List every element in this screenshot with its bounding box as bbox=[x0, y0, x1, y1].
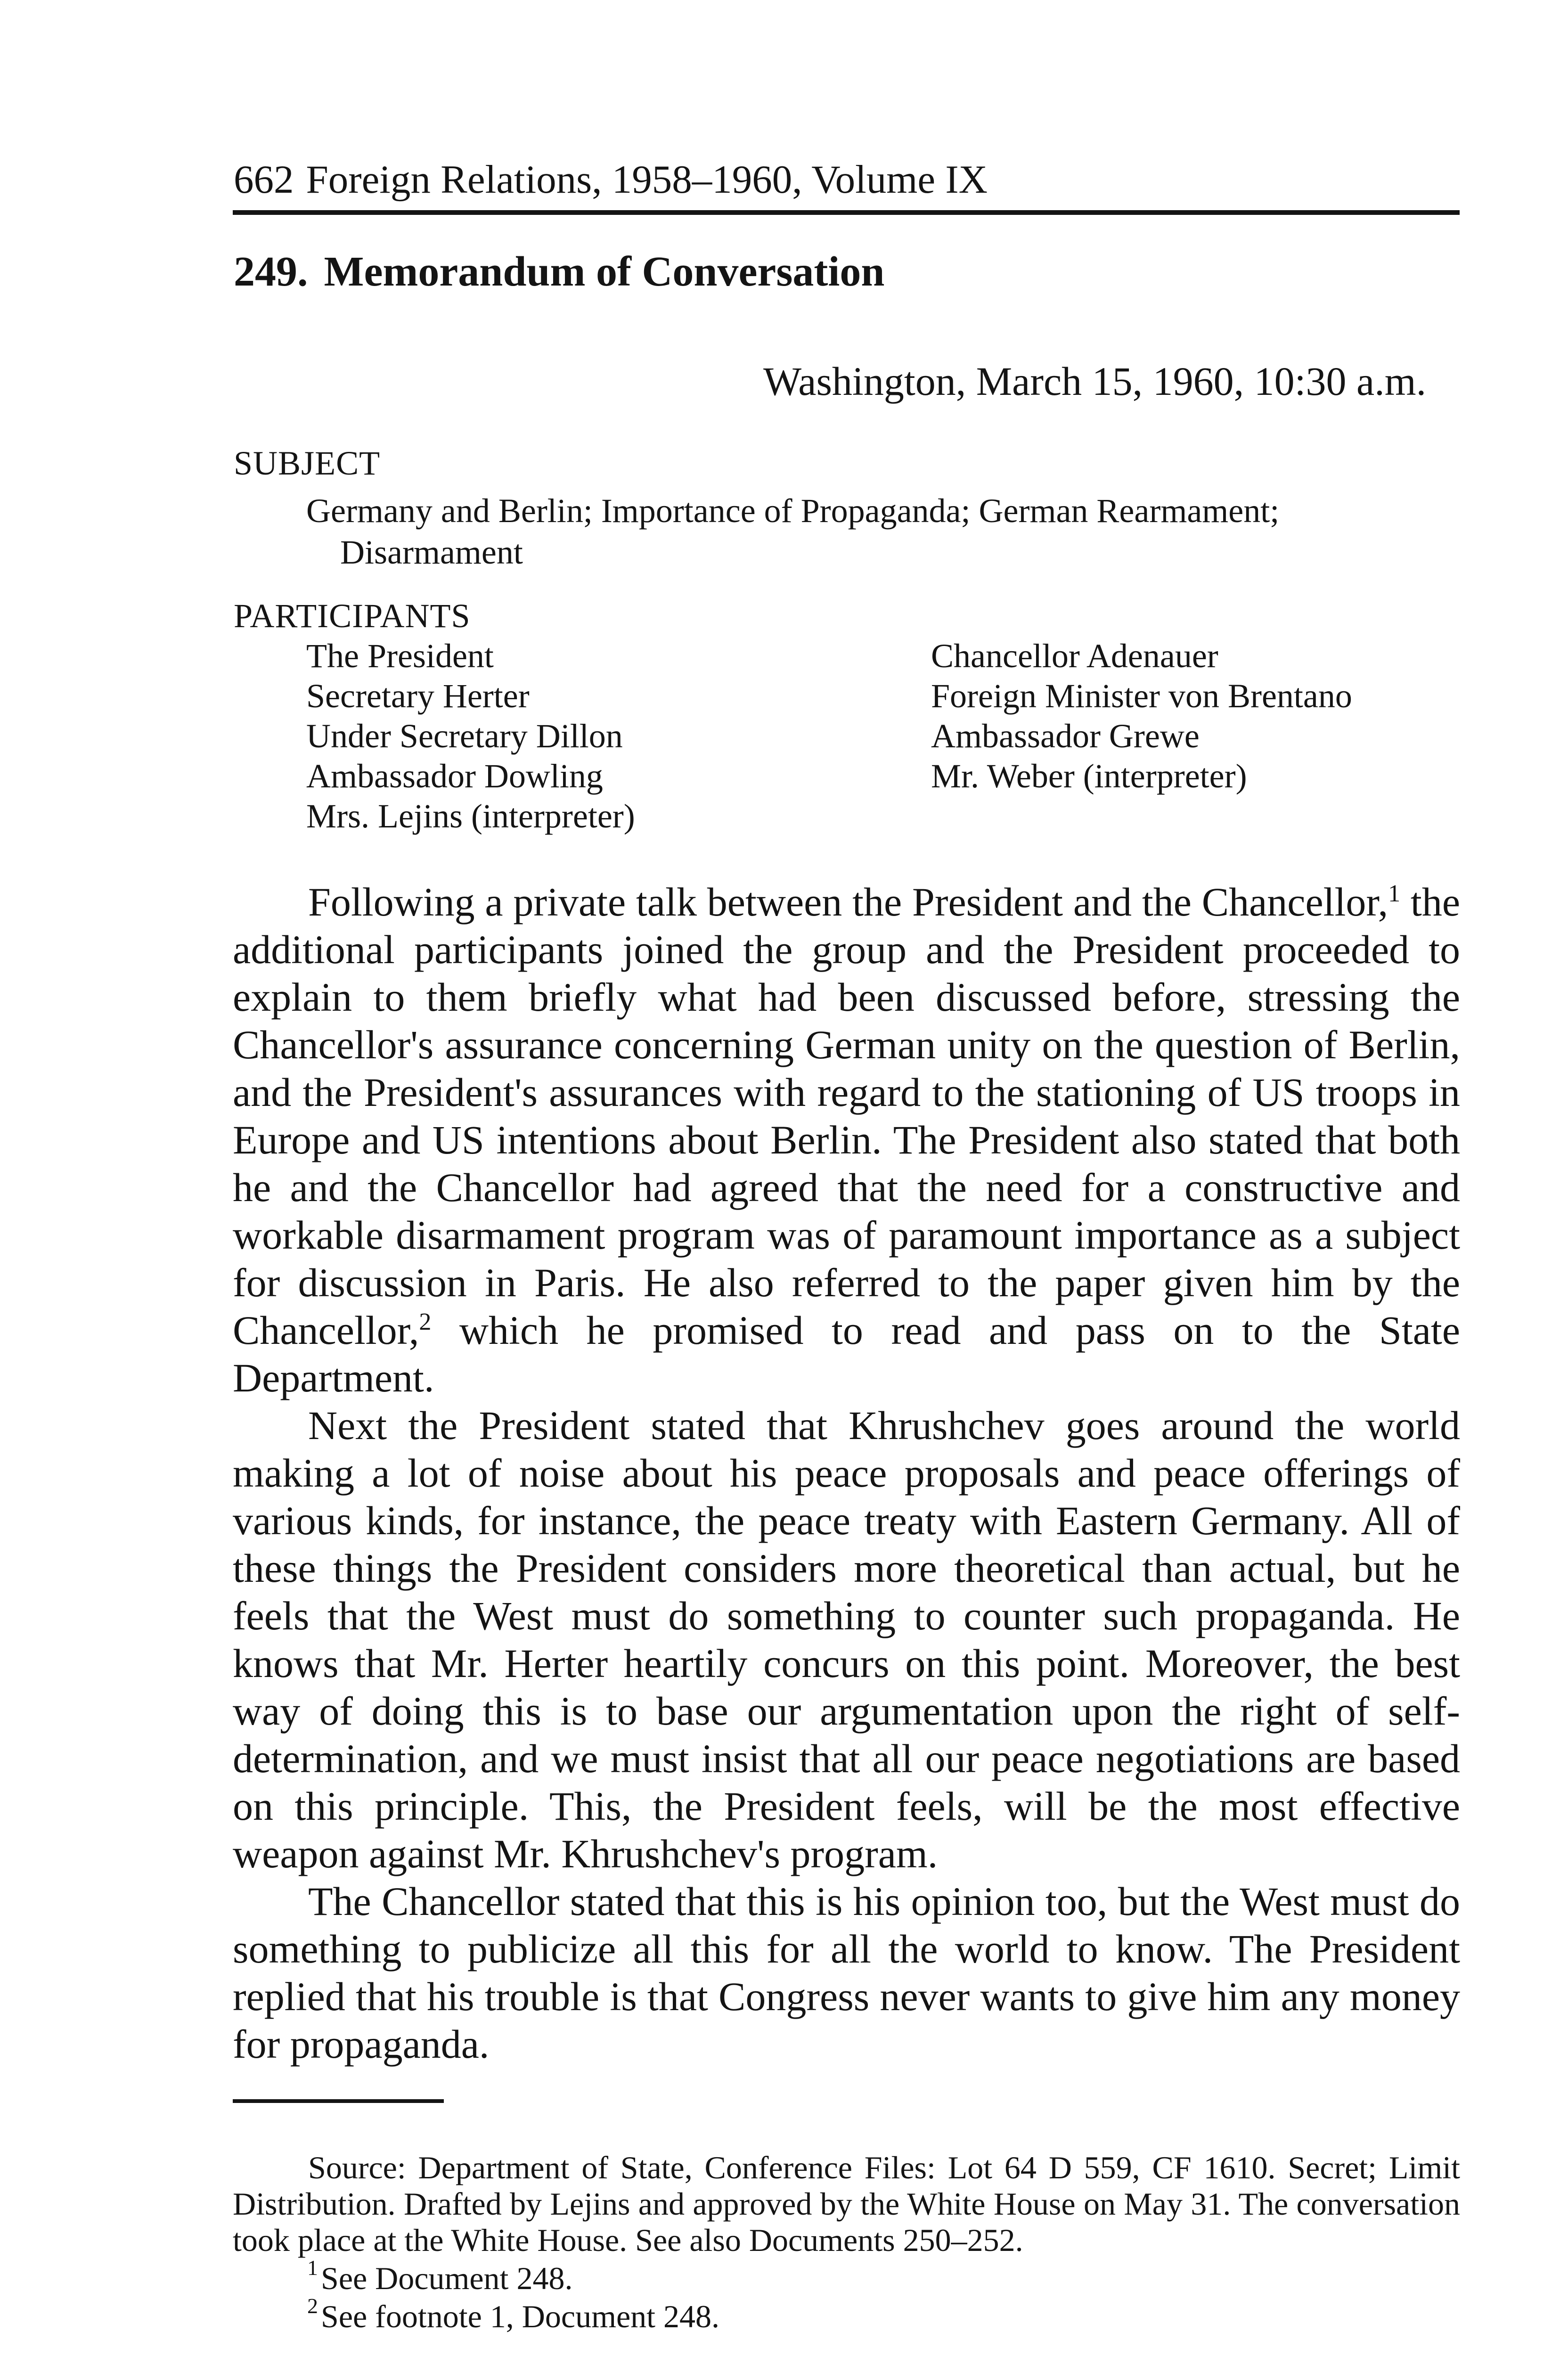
dateline: Washington, March 15, 1960, 10:30 a.m. bbox=[763, 359, 1427, 404]
participants-label: PARTICIPANTS bbox=[234, 597, 471, 635]
subject-line-2: Disarmament bbox=[340, 533, 523, 571]
paragraph: The Chancellor stated that this is his opinion too, but the West must do something to publicize all this for all the world to know. The President replied that his trouble is that Congress never wants to give him any money for propaganda. bbox=[233, 1879, 1460, 2067]
footnote-marker: 2 bbox=[307, 2294, 318, 2318]
subject-text bbox=[306, 490, 1465, 573]
participant: Chancellor Adenauer bbox=[931, 637, 1218, 675]
memorandum-body bbox=[233, 878, 1460, 2068]
participant: Secretary Herter bbox=[306, 677, 530, 715]
footnote-text: See footnote 1, Document 248. bbox=[321, 2299, 720, 2334]
document-heading bbox=[234, 246, 884, 298]
footnote-ref: 2 bbox=[419, 1309, 432, 1335]
participant: Mrs. Lejins (interpreter) bbox=[306, 797, 635, 835]
document-title: Memorandum of Conversation bbox=[324, 248, 885, 295]
paragraph-text: which he promised to read and pass on to the State Department. bbox=[233, 1308, 1460, 1400]
us-participants bbox=[306, 636, 862, 836]
footnote bbox=[233, 2256, 1460, 2297]
participant: Ambassador Dowling bbox=[306, 757, 603, 795]
document-number: 249. bbox=[234, 248, 308, 295]
running-head bbox=[234, 154, 1459, 205]
footnote-text: See Document 248. bbox=[321, 2260, 573, 2296]
participant: Ambassador Grewe bbox=[931, 717, 1200, 755]
footnote bbox=[233, 2294, 1460, 2335]
paragraph: Next the President stated that Khrushchev goes around the world making a lot of noise about his peace proposals and peace offerings of various kinds, for instance, the peace treaty with Eastern Germany. All of these things the President considers more theoretical than actual, but he feels that the West must do something to counter such propaganda. He knows that Mr. Herter heartily concurs on this point. Moreover, the best way of doing this is to base our argumentation upon the right of self-determination, and we must insist that all our peace negotiations are based on this principle. This, the President feels, will be the most effective weapon against Mr. Khrushchev's program. bbox=[233, 1403, 1460, 1876]
participant: The President bbox=[306, 637, 494, 675]
paragraph bbox=[233, 878, 1460, 1402]
subject-line-1: Germany and Berlin; Importance of Propaganda; German Rearmament; bbox=[306, 492, 1280, 530]
footnote-marker: 1 bbox=[307, 2256, 318, 2280]
paragraph-text: the additional participants joined the group and the President proceeded to explain to them briefly what had been discussed before, stressing the Chancellor's assurance concerning German unity on the question of Berlin, and the President's assurances with regard to the stationing of US troops in Europe and US intentions about Berlin. The President also stated that both he and the Chancellor had agreed that the need for a constructive and workable disarmament program was of paramount importance as a subject for discussion in Paris. He also referred to the paper given him by the Chancellor, bbox=[233, 879, 1460, 1353]
header-rule bbox=[233, 210, 1460, 215]
source-note: Source: Department of State, Conference Files: Lot 64 D 559, CF 1610. Secret; Limit Distribution. Drafted by Lejins and approved by the White House on May 31. The conversation took place at the White House. See also Documents 250–252. bbox=[233, 2150, 1460, 2258]
participant: Mr. Weber (interpreter) bbox=[931, 757, 1247, 795]
footnote-rule bbox=[233, 2099, 444, 2103]
german-participants bbox=[931, 636, 1487, 796]
footnotes bbox=[233, 2150, 1460, 2335]
participant: Foreign Minister von Brentano bbox=[931, 677, 1352, 715]
page-number: 662 bbox=[234, 157, 294, 202]
participant: Under Secretary Dillon bbox=[306, 717, 623, 755]
series-title: Foreign Relations, 1958–1960, Volume IX bbox=[306, 157, 988, 202]
subject-label: SUBJECT bbox=[234, 444, 381, 482]
paragraph-text: Following a private talk between the President and the Chancellor, bbox=[308, 879, 1388, 924]
footnote-ref: 1 bbox=[1388, 880, 1401, 907]
